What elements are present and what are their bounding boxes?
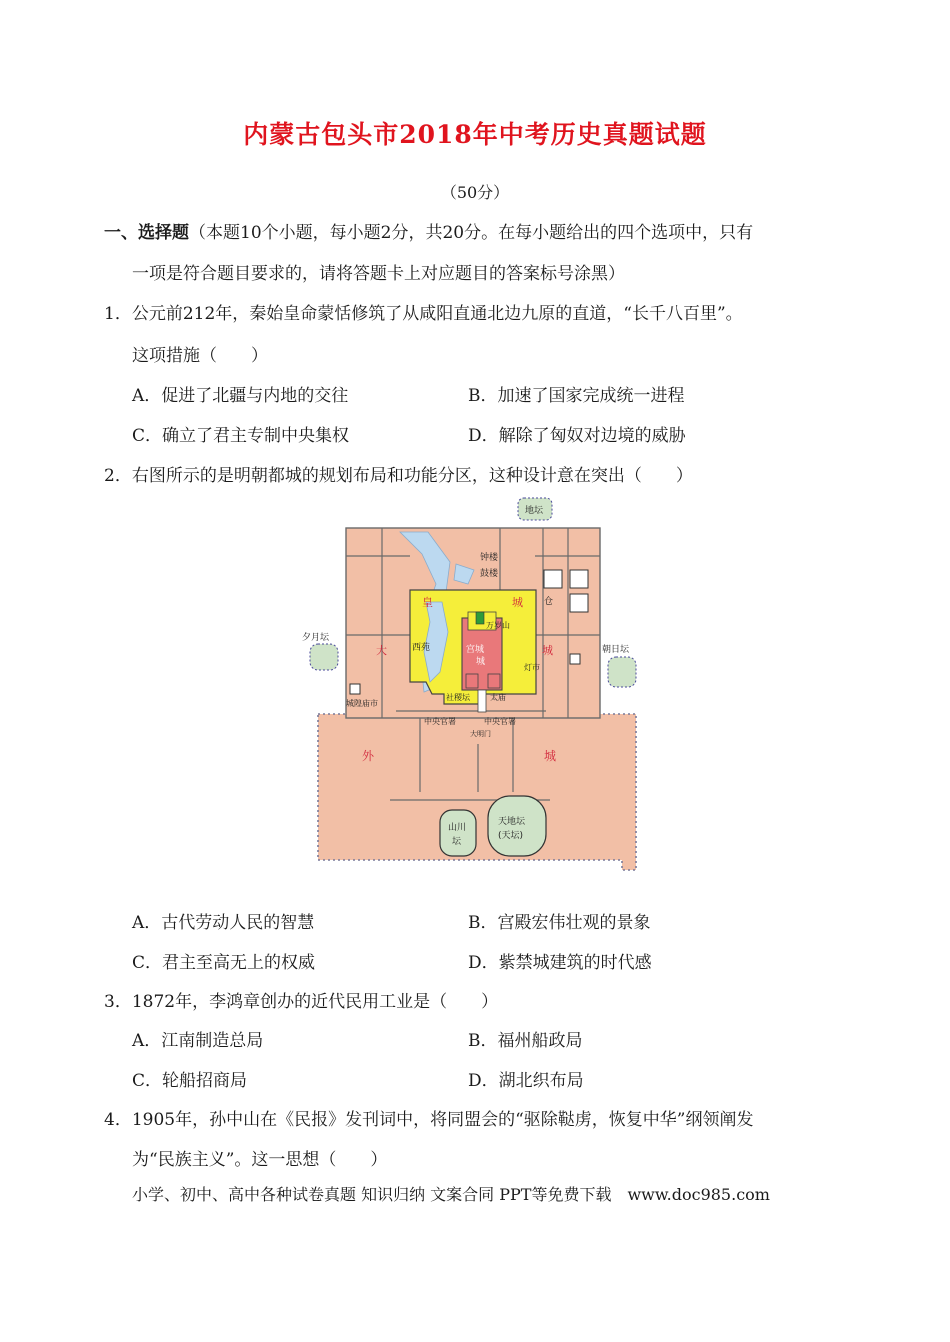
label-gongcheng2: 城 <box>476 657 486 667</box>
q2-option-b[interactable]: B．宫殿宏伟壮观的景象 <box>468 913 651 933</box>
q3-option-d[interactable]: D．湖北织布局 <box>468 1071 584 1091</box>
section-desc: （本题10个小题，每小题2分，共20分。在每小题给出的四个选项中，只有 <box>189 223 754 243</box>
building-icon <box>570 654 580 664</box>
q1-option-a[interactable]: A．促进了北疆与内地的交往 <box>132 386 349 406</box>
label-sheji: 社稷坛 <box>446 693 470 702</box>
question-1-stem: 1．公元前212年，秦始皇命蒙恬修筑了从咸阳直通北边九原的直道，“长千八百里”。 <box>104 304 743 324</box>
label-ditan: 地坛 <box>525 506 544 516</box>
q1-option-c[interactable]: C．确立了君主专制中央集权 <box>132 426 350 446</box>
label-wansui: 万岁山 <box>486 621 510 630</box>
chaoritan-altar <box>608 657 636 687</box>
section-heading-line <box>104 218 753 243</box>
question-1-stem-cont: 这项措施（ ） <box>132 346 268 366</box>
hill-icon <box>476 612 484 624</box>
xiyuetan-altar <box>310 644 338 670</box>
label-shanchuan2: 坛 <box>452 837 462 847</box>
footer-text: 小学、初中、高中各种试卷真题 知识归纳 文案合同 PPT等免费下载 www.doc985.com <box>132 1185 770 1204</box>
q3-option-c[interactable]: C．轮船招商局 <box>132 1071 248 1091</box>
granary-icon <box>570 570 588 588</box>
label-xiyuetan: 夕月坛 <box>302 633 330 643</box>
label-zyg-right: 中央官署 <box>484 717 516 726</box>
q3-option-a[interactable]: A．江南制造总局 <box>132 1031 264 1051</box>
label-cang: 仓 <box>544 597 554 607</box>
label-xiyuan: 西苑 <box>412 643 431 653</box>
label-chenghuang: 城隍庙市 <box>346 699 378 708</box>
question-4-stem: 4．1905年，孙中山在《民报》发刊词中，将同盟会的“驱除鞑虏，恢复中华”纲领阐发 <box>104 1110 754 1130</box>
granary-icon <box>544 570 562 588</box>
label-cheng-inner: 城 <box>542 644 553 657</box>
question-4-stem-cont: 为“民族主义”。这一思想（ ） <box>132 1150 388 1170</box>
label-gulou: 鼓楼 <box>480 569 499 579</box>
question-3-stem: 3．1872年，李鸿章创办的近代民用工业是（ ） <box>104 992 499 1012</box>
sheji-altar <box>466 674 478 688</box>
label-huang: 皇 <box>422 596 433 609</box>
label-shanchuan: 山川 <box>448 823 467 833</box>
q2-option-c[interactable]: C．君主至高无上的权威 <box>132 953 316 973</box>
label-gongcheng: 宫城 <box>466 645 485 655</box>
temple-icon <box>350 684 360 694</box>
section-heading: 一、选择题 <box>104 223 189 243</box>
page-title: 内蒙古包头市2018年中考历史真题试题 <box>243 120 707 149</box>
label-tiandi: 天地坛 <box>498 817 526 827</box>
granary-icon <box>570 594 588 612</box>
label-zyg-left: 中央官署 <box>424 717 456 726</box>
label-chaoritan: 朝日坛 <box>602 645 630 655</box>
label-wai: 外 <box>362 749 375 763</box>
label-cheng-outer: 城 <box>544 749 557 763</box>
label-taimiao: 太庙 <box>490 693 506 702</box>
central-axis-road <box>478 690 486 712</box>
label-daming: 大明门 <box>470 730 491 738</box>
q2-option-d[interactable]: D．紫禁城建筑的时代感 <box>468 953 652 973</box>
ming-capital-map <box>300 492 645 882</box>
q2-option-a[interactable]: A．古代劳动人民的智慧 <box>132 913 315 933</box>
taimiao <box>488 674 500 688</box>
label-cheng-imperial: 城 <box>512 596 523 609</box>
label-zhonglou: 钟楼 <box>480 553 499 563</box>
q1-option-d[interactable]: D．解除了匈奴对边境的威胁 <box>468 426 686 446</box>
label-dengshi: 灯市 <box>524 663 540 672</box>
section-desc-line2: 一项是符合题目要求的，请将答题卡上对应题目的答案标号涂黑） <box>132 264 625 284</box>
q3-option-b[interactable]: B．福州船政局 <box>468 1031 583 1051</box>
question-2-stem: 2．右图所示的是明朝都城的规划布局和功能分区，这种设计意在突出（ ） <box>104 466 693 486</box>
q1-option-b[interactable]: B．加速了国家完成统一进程 <box>468 386 685 406</box>
shanchuan-altar <box>440 810 476 856</box>
label-da: 大 <box>376 644 387 657</box>
label-tiandi2: (天坛) <box>498 831 524 841</box>
total-score: （50分） <box>440 183 510 202</box>
